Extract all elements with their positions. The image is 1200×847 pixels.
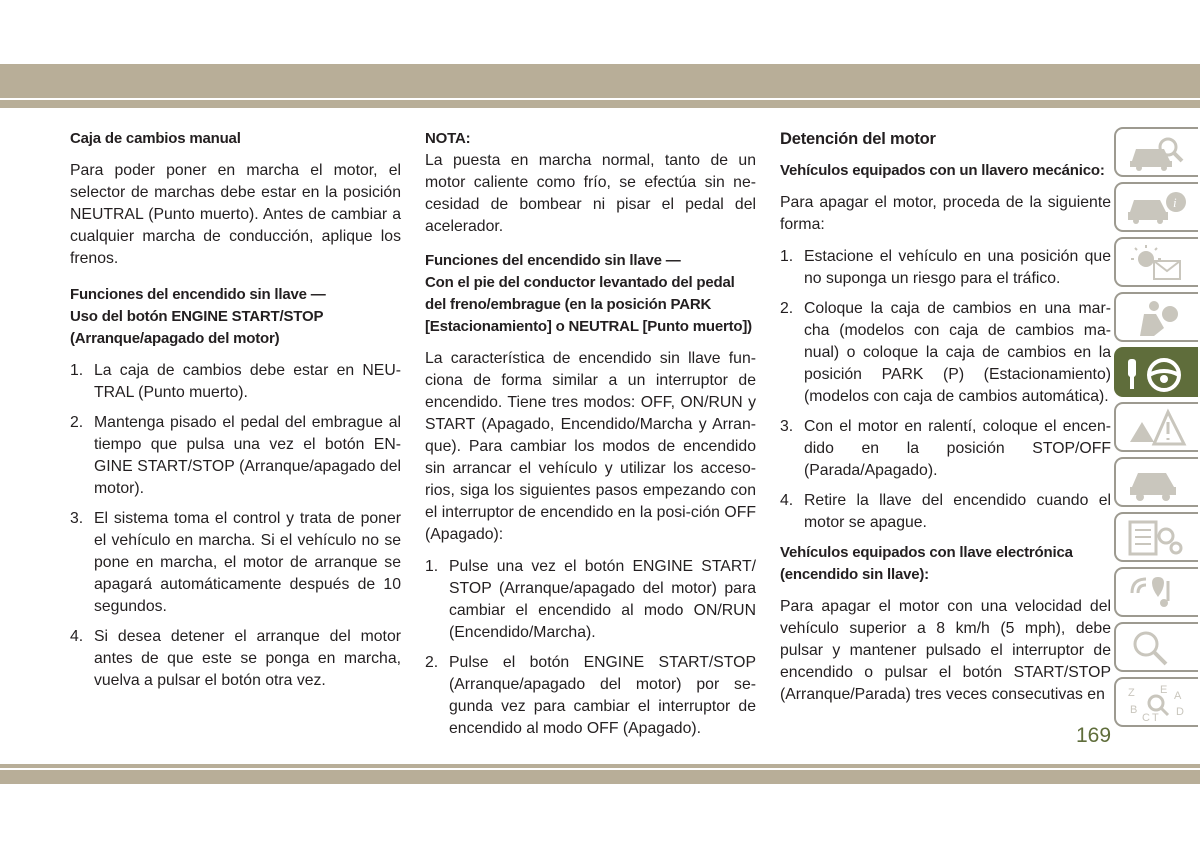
item-text: El sistema toma el control y trata de poner el vehículo en marcha. Si el vehículo no se pone en marcha, el motor de arranque se apagará automáticamente después de 10 segundos.	[94, 510, 401, 615]
section-heading	[70, 284, 401, 350]
search-icon	[1124, 628, 1190, 668]
paragraph: La característica de encendido sin llave fun-ciona de forma similar a un interruptor de encendido. Tiene tres modos: OFF, ON/RUN y START (Apagado, Encendido/Marcha y Arran-que). Para cambiar los modos de encendido sin arrancar el vehículo y utilizar los acceso-rios, siga los siguientes pasos empezando con el interruptor de encendido en la posi-ción OFF (Apagado):	[425, 350, 756, 543]
tab-car-info[interactable]	[1114, 182, 1198, 232]
heading-line: Funciones del encendido sin llave —	[425, 252, 681, 269]
car-service-icon	[1124, 463, 1190, 503]
note-text: La puesta en marcha normal, tanto de un motor caliente como frío, se efectúa sin ne-cesidad de bombear ni pisar el pedal del acelerador.	[425, 152, 756, 235]
item-number: 1.	[425, 558, 439, 575]
tab-navigation-music[interactable]	[1114, 567, 1198, 617]
tab-car-service[interactable]	[1114, 457, 1198, 507]
item-text: Mantenga pisado el pedal del embrague al tiempo que pulsa una vez el botón EN-GINE START/STOP (Arranque/apagado del motor).	[94, 414, 401, 497]
numbered-list	[70, 360, 401, 692]
key-steering-wheel-icon	[1124, 353, 1190, 393]
footer-band	[0, 770, 1200, 784]
header-rule	[0, 100, 1200, 108]
numbered-list	[425, 556, 756, 740]
page-number: 169	[1076, 724, 1112, 747]
item-number: 2.	[780, 300, 794, 317]
paragraph: Para poder poner en marcha el motor, el selector de marchas debe estar en la posición NEUTRAL (Punto muerto). Antes de cambiar a cualquier marcha de conducción, aplique los frenos.	[70, 162, 401, 267]
settings-list-icon	[1124, 518, 1190, 558]
index-letter: A	[1174, 690, 1182, 702]
tab-warning-lights[interactable]	[1114, 237, 1198, 287]
car-info-icon	[1124, 188, 1190, 228]
item-text: Estacione el vehículo en una posición que no suponga un riesgo para el tráfico.	[804, 248, 1111, 287]
airbag-seat-icon	[1124, 298, 1190, 338]
item-number: 1.	[70, 362, 84, 379]
numbered-list	[780, 246, 1111, 534]
subsection-heading: Vehículos equipados con un llavero mecánico:	[780, 162, 1105, 179]
subsection-heading	[780, 542, 1111, 586]
car-magnifier-icon	[1124, 133, 1190, 173]
paragraph: Para apagar el motor, proceda de la siguiente forma:	[780, 194, 1111, 233]
item-text: Retire la llave del encendido cuando el motor se apague.	[804, 492, 1111, 531]
item-number: 2.	[425, 654, 439, 671]
section-heading	[425, 250, 756, 338]
section-heading: Caja de cambios manual	[70, 130, 241, 147]
tab-car-magnifier[interactable]	[1114, 127, 1198, 177]
tab-settings-list[interactable]	[1114, 512, 1198, 562]
footer-rule	[0, 764, 1200, 768]
note-label: NOTA:	[425, 130, 471, 147]
alphabetical-index-icon	[1124, 683, 1190, 723]
tab-search[interactable]	[1114, 622, 1198, 672]
item-text: La caja de cambios debe estar en NEU-TRAL (Punto muerto).	[94, 362, 401, 401]
tab-alphabetical-index[interactable]	[1114, 677, 1198, 727]
list-item	[425, 652, 756, 740]
section-heading: Detención del motor	[780, 130, 936, 148]
item-text: Coloque la caja de cambios en una mar-cha (modelos con caja de cambios ma-nual) o coloque la caja de cambios en la posición PARK (P) (Estacionamiento) (modelos con caja de cambios automática).	[804, 300, 1111, 405]
item-number: 2.	[70, 414, 84, 431]
index-letter: D	[1176, 706, 1184, 718]
list-item	[780, 490, 1111, 534]
svg-text:i: i	[1173, 195, 1177, 210]
index-letter: B	[1130, 704, 1138, 716]
index-letter: C	[1142, 712, 1150, 723]
item-text: Si desea detener el arranque del motor antes de que este se ponga en marcha, vuelva a pulsar el botón otra vez.	[94, 628, 401, 689]
tab-road-warning[interactable]	[1114, 402, 1198, 452]
column-left	[70, 128, 401, 700]
list-item	[425, 556, 756, 644]
heading-line: Uso del botón ENGINE START/STOP	[70, 308, 324, 325]
list-item	[780, 298, 1111, 408]
paragraph: Para apagar el motor con una velocidad del vehículo superior a 8 km/h (5 mph), debe pulsar y mantener pulsado el interruptor de encendido o pulsar el botón START/STOP (Arranque/Parada) tres veces consecutivas en	[780, 598, 1111, 703]
item-text: Pulse el botón ENGINE START/STOP (Arranque/apagado del motor) por se-gunda vez para cambiar el interruptor de encendido al modo OFF (Apagado).	[449, 654, 756, 737]
chapter-tabs	[1114, 127, 1200, 732]
item-number: 4.	[780, 492, 794, 509]
index-letter: Z	[1128, 687, 1135, 699]
road-warning-triangle-icon	[1124, 408, 1190, 448]
item-text: Pulse una vez el botón ENGINE START/ STOP (Arranque/apagado del motor) para cambiar el encendido al modo ON/RUN (Encendido/Marcha).	[449, 558, 756, 641]
item-number: 4.	[70, 628, 84, 645]
index-letter: T	[1152, 712, 1159, 723]
heading-line: (encendido sin llave):	[780, 566, 929, 583]
column-right	[780, 128, 1111, 716]
header-band	[0, 64, 1200, 98]
item-number: 3.	[780, 418, 794, 435]
item-number: 3.	[70, 510, 84, 527]
list-item	[780, 416, 1111, 482]
navigation-music-icon	[1124, 573, 1190, 613]
heading-line: Funciones del encendido sin llave —	[70, 286, 326, 303]
column-middle	[425, 128, 756, 748]
list-item	[70, 626, 401, 692]
heading-line: Con el pie del conductor levantado del pedal del freno/embrague (en la posición PARK [Estacionamiento] o NEUTRAL [Punto muerto])	[425, 274, 752, 335]
warning-lights-message-icon	[1124, 243, 1190, 283]
heading-line: (Arranque/apagado del motor)	[70, 330, 280, 347]
item-number: 1.	[780, 248, 794, 265]
list-item	[70, 508, 401, 618]
list-item	[70, 360, 401, 404]
list-item	[70, 412, 401, 500]
heading-line: Vehículos equipados con llave electrónica	[780, 544, 1073, 561]
tab-key-steering-wheel[interactable]	[1114, 347, 1198, 397]
index-letter: E	[1160, 684, 1168, 696]
tab-airbag-seat[interactable]	[1114, 292, 1198, 342]
list-item	[780, 246, 1111, 290]
item-text: Con el motor en ralentí, coloque el encen-dido en la posición STOP/OFF (Parada/Apagado).	[804, 418, 1111, 479]
